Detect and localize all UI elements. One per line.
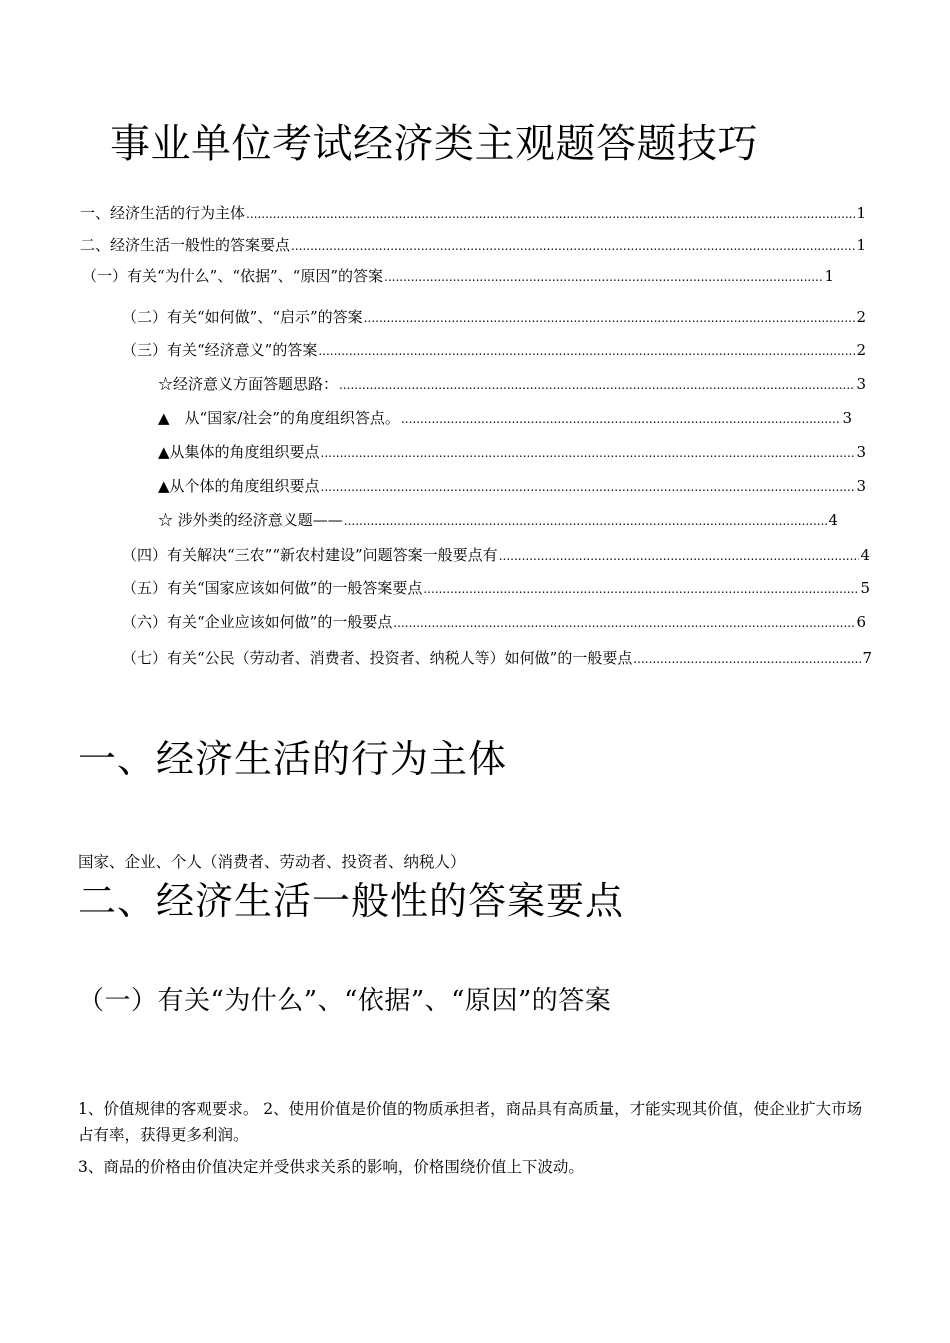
toc-entry-text: ▲从个体的角度组织要点 xyxy=(158,477,320,495)
toc-dot-leader xyxy=(318,340,855,362)
toc-dot-leader xyxy=(291,235,855,257)
toc-entry-text: ☆ 涉外类的经济意义题—— xyxy=(158,511,343,529)
toc-entry-page: 4 xyxy=(860,546,870,564)
toc-entry[interactable] xyxy=(158,407,852,429)
toc-dot-leader xyxy=(393,612,855,634)
toc-entry-text: 二、经济生活一般性的答案要点 xyxy=(80,236,291,254)
toc-dot-leader xyxy=(633,648,861,670)
toc-entry-page: 3 xyxy=(856,443,866,461)
toc-entry[interactable] xyxy=(122,306,866,328)
toc-dot-leader xyxy=(321,442,856,464)
toc-entry-text: ▲ 从“国家/社会”的角度组织答点。 xyxy=(158,409,400,427)
section1-heading: 一、经济生活的行为主体 xyxy=(78,737,508,781)
toc-entry[interactable] xyxy=(80,202,866,224)
toc-entry-page: 1 xyxy=(856,204,866,222)
toc-entry-page: 1 xyxy=(856,236,866,254)
document-title: 事业单位考试经济类主观题答题技巧 xyxy=(110,121,758,167)
toc-entry-page: 4 xyxy=(828,511,838,529)
toc-entry-page: 3 xyxy=(842,409,852,427)
toc-entry[interactable] xyxy=(158,441,866,463)
toc-entry-text: （四）有关解决“三农”“新农村建设”问题答案一般要点有 xyxy=(122,546,498,564)
toc-dot-leader xyxy=(339,374,855,396)
toc-entry-text: （七）有关“公民（劳动者、消费者、投资者、纳税人等）如何做”的一般要点 xyxy=(122,649,633,667)
toc-entry-text: （一）有关“为什么”、“依据”、“原因”的答案 xyxy=(82,267,384,285)
toc-dot-leader xyxy=(321,476,856,498)
toc-entry-page: 2 xyxy=(856,308,866,326)
toc-entry-page: 2 xyxy=(856,341,866,359)
toc-dot-leader xyxy=(246,203,855,225)
toc-dot-leader xyxy=(423,578,859,600)
toc-entry-text: 一、经济生活的行为主体 xyxy=(80,204,246,222)
toc-entry[interactable] xyxy=(158,373,866,395)
toc-entry[interactable] xyxy=(122,611,866,633)
toc-entry[interactable] xyxy=(122,577,870,599)
toc-entry-text: （三）有关“经济意义”的答案 xyxy=(122,341,318,359)
toc-entry-page: 3 xyxy=(856,375,866,393)
toc-entry[interactable] xyxy=(158,475,866,497)
toc-entry[interactable] xyxy=(80,234,866,256)
toc-entry-text: ☆经济意义方面答题思路： xyxy=(158,375,339,393)
section2-heading: 二、经济生活一般性的答案要点 xyxy=(78,879,625,923)
toc-entry-page: 1 xyxy=(824,267,834,285)
subsection1-paragraph-2: 3、商品的价格由价值决定并受供求关系的影响，价格围绕价值上下波动。 xyxy=(78,1158,584,1176)
toc-entry-text: （六）有关“企业应该如何做”的一般要点 xyxy=(122,613,393,631)
toc-entry-page: 6 xyxy=(856,613,866,631)
toc-entry-text: （二）有关“如何做”、“启示”的答案 xyxy=(122,308,363,326)
toc-entry[interactable] xyxy=(122,339,866,361)
toc-entry-page: 3 xyxy=(856,477,866,495)
toc-dot-leader xyxy=(344,510,828,532)
toc-dot-leader xyxy=(499,545,860,567)
toc-dot-leader xyxy=(364,307,856,329)
toc-entry-page: 7 xyxy=(862,649,872,667)
toc-dot-leader xyxy=(401,408,842,430)
section1-body: 国家、企业、个人（消费者、劳动者、投资者、纳税人） xyxy=(78,853,466,871)
toc-entry-text: ▲从集体的角度组织要点 xyxy=(158,443,320,461)
toc-entry[interactable] xyxy=(158,509,838,531)
toc-dot-leader xyxy=(384,266,823,288)
toc-entry[interactable] xyxy=(122,544,870,566)
toc-entry[interactable] xyxy=(122,647,872,669)
toc-entry-text: （五）有关“国家应该如何做”的一般答案要点 xyxy=(122,579,423,597)
toc-entry-page: 5 xyxy=(860,579,870,597)
toc-entry[interactable] xyxy=(82,265,834,287)
subsection1-heading: （一）有关“为什么”、“依据”、“原因”的答案 xyxy=(78,986,612,1016)
subsection1-paragraph-1: 1、价值规律的客观要求。 2、使用价值是价值的物质承担者，商品具有高质量，才能实现其价值，使企业扩大市场占有率，获得更多利润。 xyxy=(78,1100,863,1144)
